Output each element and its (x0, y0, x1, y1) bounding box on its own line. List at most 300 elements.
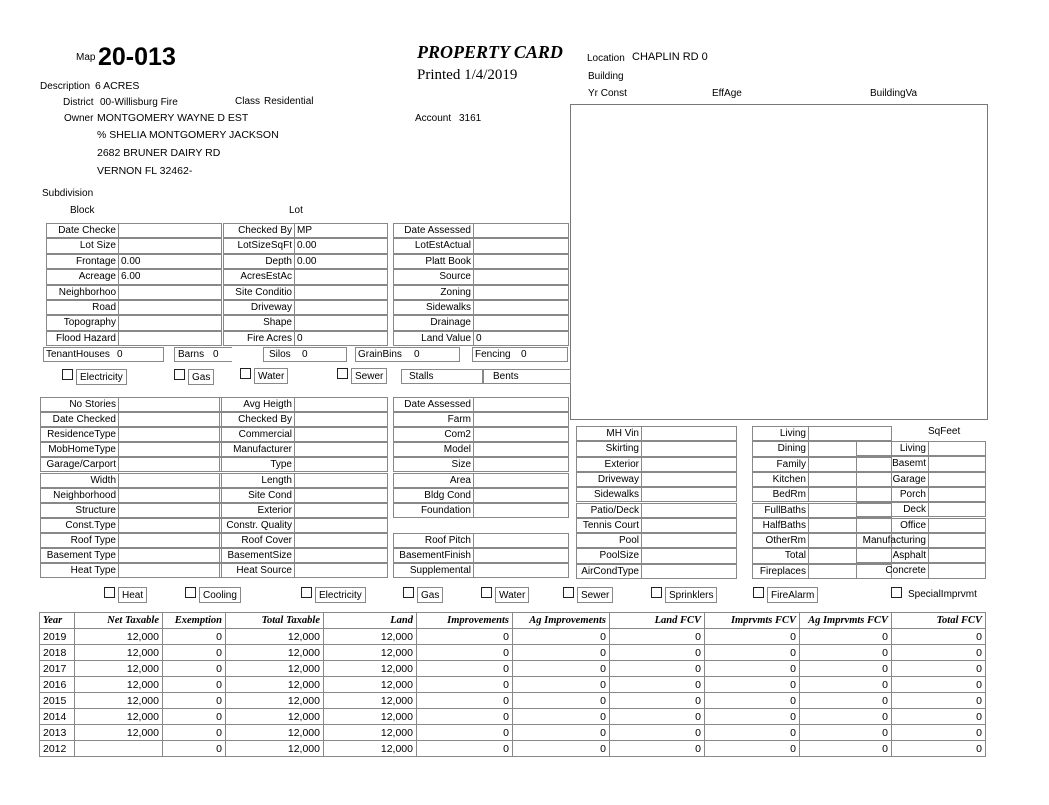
table-cell: 12,000 (324, 725, 417, 741)
bld-c4-value (641, 426, 737, 441)
land-c2-value (294, 285, 388, 300)
table-cell: 0 (417, 725, 513, 741)
table-cell: 0 (610, 693, 705, 709)
value-history-table (39, 612, 986, 757)
bld-c6-field[interactable] (856, 487, 986, 502)
bld-c1-field[interactable] (40, 548, 222, 563)
table-cell: 2016 (40, 677, 75, 693)
bld-c1-field[interactable] (40, 412, 222, 427)
stalls-field[interactable]: Stalls (401, 369, 483, 384)
land-c3-label: Sidewalks (393, 300, 473, 315)
land-c2-label: Site Conditio (223, 285, 294, 300)
land-c3-field[interactable] (393, 223, 569, 238)
bld-c5-label: OtherRm (752, 533, 808, 548)
bld-c1-label: Date Checked (40, 412, 118, 427)
bld-c3-field[interactable] (393, 442, 569, 457)
bld-c5-label: HalfBaths (752, 518, 808, 533)
table-cell: 0 (892, 709, 986, 725)
table-cell: 0 (892, 693, 986, 709)
bld-c2-label: Roof Cover (219, 533, 294, 548)
col-header: Land (324, 613, 417, 629)
table-cell: 0 (417, 645, 513, 661)
land-c2-label: LotSizeSqFt (223, 238, 294, 253)
bld-c2-value (294, 533, 388, 548)
bld-c3-label: Area (393, 473, 473, 488)
land-c1-field[interactable] (46, 238, 222, 253)
bld-c2-field[interactable] (219, 427, 388, 442)
bld-c5-label: Family (752, 457, 808, 472)
bld-c1-value (118, 533, 222, 548)
bld-c3-value (473, 533, 569, 548)
bld-c1-value (118, 412, 222, 427)
bld-c4-value (641, 487, 737, 502)
bld-c2-label: Exterior (219, 503, 294, 518)
gas-checkbox[interactable] (174, 369, 185, 380)
bld-c6-field[interactable] (856, 548, 986, 563)
sprinklers-check-label: Sprinklers (665, 587, 717, 603)
table-cell: 0 (705, 677, 800, 693)
land-c1-label: Date Checke (46, 223, 118, 238)
land-c3-field[interactable] (393, 315, 569, 330)
bld-c4-field[interactable] (576, 441, 737, 456)
land-c3-field[interactable] (393, 254, 569, 269)
bld-c6-field[interactable] (856, 456, 986, 471)
bld-c3-label: Bldg Cond (393, 488, 473, 503)
bld-c6-label: Garage (856, 472, 928, 487)
bld-c5-label: Fireplaces (752, 564, 808, 579)
effage-label: EffAge (712, 88, 742, 99)
land-c3-field[interactable] (393, 269, 569, 284)
land-c3-label: Source (393, 269, 473, 284)
bld-c1-field[interactable] (40, 473, 222, 488)
land-c1-value: 6.00 (118, 269, 222, 284)
table-cell: 0 (800, 661, 892, 677)
bld-c2-field[interactable] (219, 412, 388, 427)
bld-c1-value (118, 563, 222, 578)
table-cell: 0 (417, 709, 513, 725)
bld-c2-field[interactable] (219, 518, 388, 533)
table-row (40, 661, 986, 677)
table-cell: 0 (163, 645, 226, 661)
gas-check-label: Gas (417, 587, 443, 603)
bld-c6-label: Office (856, 518, 928, 533)
bld-c4-field[interactable] (576, 457, 737, 472)
bld-c1-label: No Stories (40, 397, 118, 412)
land-c1-field[interactable] (46, 315, 222, 330)
table-cell: 0 (417, 661, 513, 677)
heat-checkbox[interactable] (104, 587, 115, 598)
electricity-check-label: Electricity (315, 587, 366, 603)
table-cell: 0 (800, 709, 892, 725)
bld-c4-value (641, 457, 737, 472)
table-cell: 0 (163, 677, 226, 693)
land-c3-field[interactable] (393, 285, 569, 300)
land-c1-field[interactable] (46, 269, 222, 284)
bld-c1-label: Garage/Carport (40, 457, 118, 472)
land-c2-label: Driveway (223, 300, 294, 315)
land-c2-value: 0.00 (294, 238, 388, 253)
land-c2-value: MP (294, 223, 388, 238)
table-row (40, 741, 986, 757)
bld-c4-value (641, 441, 737, 456)
bld-c4-field[interactable] (576, 503, 737, 518)
gas-check-label: Gas (188, 369, 214, 385)
land-c3-label: Date Assessed (393, 223, 473, 238)
land-c1-field[interactable] (46, 254, 222, 269)
table-cell: 0 (610, 741, 705, 757)
bld-c2-value (294, 518, 388, 533)
table-cell: 0 (705, 725, 800, 741)
land-c2-value (294, 315, 388, 330)
bld-c6-label: Living (856, 441, 928, 456)
col-header: Land FCV (610, 613, 705, 629)
table-cell: 2018 (40, 645, 75, 661)
table-cell: 0 (163, 661, 226, 677)
district-value: 00-Willisburg Fire (100, 97, 178, 108)
land-c3-value (473, 238, 569, 253)
table-cell: 12,000 (75, 661, 163, 677)
bld-c1-field[interactable] (40, 518, 222, 533)
bld-c2-field[interactable] (219, 503, 388, 518)
bld-c1-value (118, 503, 222, 518)
buildingva-label: BuildingVa (870, 88, 918, 99)
bld-c5-field[interactable] (752, 426, 892, 441)
gas-checkbox[interactable] (403, 587, 414, 598)
land-c1-field[interactable] (46, 223, 222, 238)
silos-field[interactable]: Silos 0 (263, 347, 347, 362)
bld-c1-field[interactable] (40, 442, 222, 457)
col-header: Net Taxable (75, 613, 163, 629)
bld-c4-label: Tennis Court (576, 518, 641, 533)
table-cell: 0 (892, 629, 986, 645)
bld-c6-field[interactable] (856, 502, 986, 517)
specialimprvmt-check-label: SpecialImprvmt (908, 589, 977, 600)
bld-c2-field[interactable] (219, 563, 388, 578)
bld-c1-label: Roof Type (40, 533, 118, 548)
table-cell: 0 (163, 741, 226, 757)
bld-c4-value (641, 518, 737, 533)
bld-c4-label: PoolSize (576, 548, 641, 563)
bld-c6-value (928, 563, 986, 578)
land-c2-value (294, 269, 388, 284)
bld-c2-field[interactable] (219, 442, 388, 457)
bld-c1-value (118, 397, 222, 412)
bld-c3-label: Com2 (393, 427, 473, 442)
bld-c1-value (118, 427, 222, 442)
bld-c1-field[interactable] (40, 503, 222, 518)
bld-c2-value (294, 412, 388, 427)
specialimprvmt-checkbox[interactable] (891, 587, 902, 598)
bld-c5-label: Living (752, 426, 808, 441)
land-c3-label: Land Value (393, 331, 473, 346)
location-label: Location (587, 53, 625, 64)
fencing-field[interactable]: Fencing 0 (472, 347, 568, 362)
bld-c1-field[interactable] (40, 427, 222, 442)
land-c3-value: 0 (473, 331, 569, 346)
class-label: Class (235, 96, 261, 107)
land-c2-field[interactable] (223, 238, 388, 253)
cooling-checkbox[interactable] (185, 587, 196, 598)
bents-field[interactable]: Bents (483, 369, 571, 384)
table-cell: 0 (163, 693, 226, 709)
land-c3-field[interactable] (393, 300, 569, 315)
bld-c1-label: Neighborhood (40, 488, 118, 503)
building-label: Building (588, 71, 624, 82)
bld-c3-value (473, 457, 569, 472)
table-cell: 12,000 (324, 661, 417, 677)
land-c1-label: Lot Size (46, 238, 118, 253)
table-cell: 0 (417, 693, 513, 709)
table-cell: 0 (163, 709, 226, 725)
sprinklers-checkbox[interactable] (651, 587, 662, 598)
land-c1-field[interactable] (46, 331, 222, 346)
bld-c3-label: Date Assessed (393, 397, 473, 412)
table-cell: 0 (705, 645, 800, 661)
land-c2-field[interactable] (223, 331, 388, 346)
class-value: Residential (264, 96, 314, 107)
address-line3: VERNON FL 32462- (97, 165, 193, 177)
bld-c4-field[interactable] (576, 518, 737, 533)
bld-c1-field[interactable] (40, 563, 222, 578)
bld-c3-field[interactable] (393, 488, 569, 503)
bld-c5-label: Kitchen (752, 472, 808, 487)
table-cell: 2014 (40, 709, 75, 725)
bld-c5-label: Dining (752, 441, 808, 456)
land-c3-value (473, 269, 569, 284)
water-checkbox[interactable] (240, 368, 251, 379)
land-c1-label: Flood Hazard (46, 331, 118, 346)
land-c3-value (473, 315, 569, 330)
table-cell: 12,000 (226, 645, 324, 661)
bld-c2-field[interactable] (219, 473, 388, 488)
land-c3-label: Platt Book (393, 254, 473, 269)
water-check-label: Water (495, 587, 529, 603)
bld-c6-field[interactable] (856, 472, 986, 487)
col-header: Year (40, 613, 75, 629)
electricity-checkbox[interactable] (62, 369, 73, 380)
bld-c1-field[interactable] (40, 397, 222, 412)
bld-c3-field[interactable] (393, 473, 569, 488)
table-cell: 0 (610, 725, 705, 741)
bld-c4-value (641, 548, 737, 563)
firealarm-checkbox[interactable] (753, 587, 764, 598)
bld-c6-field[interactable] (856, 533, 986, 548)
bld-c1-field[interactable] (40, 457, 222, 472)
land-c2-label: Shape (223, 315, 294, 330)
table-cell: 0 (892, 645, 986, 661)
land-c1-field[interactable] (46, 300, 222, 315)
bld-c3-value (473, 563, 569, 578)
bld-c4-value (641, 503, 737, 518)
bld-c3-value (473, 412, 569, 427)
bld-c3-field[interactable] (393, 457, 569, 472)
water-checkbox[interactable] (481, 587, 492, 598)
bld-c4-field[interactable] (576, 564, 737, 579)
land-c3-field[interactable] (393, 238, 569, 253)
land-c2-field[interactable] (223, 223, 388, 238)
electricity-checkbox[interactable] (301, 587, 312, 598)
yr-const-label: Yr Const (588, 88, 627, 99)
table-cell: 12,000 (324, 693, 417, 709)
bld-c6-field[interactable] (856, 441, 986, 456)
bld-c6-value (928, 518, 986, 533)
bld-c1-field[interactable] (40, 488, 222, 503)
table-cell: 0 (705, 693, 800, 709)
bld-c2-field[interactable] (219, 457, 388, 472)
bld-c2-label: Manufacturer (219, 442, 294, 457)
sewer-checkbox[interactable] (337, 368, 348, 379)
map-label: Map (76, 52, 96, 63)
table-cell: 12,000 (226, 677, 324, 693)
table-cell: 12,000 (226, 629, 324, 645)
table-cell: 0 (513, 677, 610, 693)
bld-c2-value (294, 488, 388, 503)
district-label: District (63, 97, 94, 108)
bld-c2-field[interactable] (219, 548, 388, 563)
table-cell: 0 (705, 741, 800, 757)
table-row (40, 645, 986, 661)
bld-c2-label: Constr. Quality (219, 518, 294, 533)
land-c2-field[interactable] (223, 269, 388, 284)
land-c2-label: Fire Acres (223, 331, 294, 346)
land-c1-value (118, 331, 222, 346)
location-value: CHAPLIN RD 0 (632, 51, 708, 63)
bld-c1-label: MobHomeType (40, 442, 118, 457)
bld-c4-field[interactable] (576, 487, 737, 502)
description-value: 6 ACRES (95, 80, 140, 92)
bld-c3-field[interactable] (393, 563, 569, 578)
bld-c3-field[interactable] (393, 412, 569, 427)
bld-c2-label: Avg Heigth (219, 397, 294, 412)
bld-c2-value (294, 457, 388, 472)
firealarm-check-label: FireAlarm (767, 587, 818, 603)
bld-c3-label: Model (393, 442, 473, 457)
bld-c2-value (294, 563, 388, 578)
bld-c3-field[interactable] (393, 548, 569, 563)
bld-c6-label: Deck (856, 502, 928, 517)
heat-check-label: Heat (118, 587, 147, 603)
bld-c2-label: Heat Source (219, 563, 294, 578)
bld-c2-value (294, 442, 388, 457)
bld-c4-label: AirCondType (576, 564, 641, 579)
electricity-check-label: Electricity (76, 369, 127, 385)
land-c1-field[interactable] (46, 285, 222, 300)
bld-c1-field[interactable] (40, 533, 222, 548)
table-cell: 12,000 (226, 693, 324, 709)
table-cell: 0 (513, 741, 610, 757)
table-cell: 2019 (40, 629, 75, 645)
block-label: Block (70, 205, 95, 216)
bld-c4-value (641, 564, 737, 579)
table-cell: 12,000 (226, 725, 324, 741)
bld-c6-value (928, 487, 986, 502)
sketch-area (570, 104, 988, 420)
bld-c2-value (294, 548, 388, 563)
sewer-checkbox[interactable] (563, 587, 574, 598)
land-c2-field[interactable] (223, 254, 388, 269)
bld-c2-value (294, 427, 388, 442)
bld-c4-field[interactable] (576, 533, 737, 548)
bld-c1-value (118, 473, 222, 488)
bld-c3-field[interactable] (393, 427, 569, 442)
bld-c2-field[interactable] (219, 488, 388, 503)
water-check-label: Water (254, 368, 288, 384)
col-header: Total Taxable (226, 613, 324, 629)
account-label: Account (415, 113, 452, 124)
land-c1-label: Road (46, 300, 118, 315)
bld-c6-value (928, 533, 986, 548)
account-value: 3161 (459, 113, 482, 124)
bld-c1-label: Basement Type (40, 548, 118, 563)
col-header: Imprvmts FCV (705, 613, 800, 629)
table-row (40, 709, 986, 725)
lot-label: Lot (289, 205, 303, 216)
table-cell: 2013 (40, 725, 75, 741)
table-cell: 0 (800, 725, 892, 741)
bld-c6-value (928, 472, 986, 487)
bld-c3-field[interactable] (393, 503, 569, 518)
land-c1-value (118, 285, 222, 300)
table-cell: 2012 (40, 741, 75, 757)
bld-c4-field[interactable] (576, 548, 737, 563)
table-cell: 0 (513, 709, 610, 725)
land-c1-value (118, 223, 222, 238)
land-c3-label: Drainage (393, 315, 473, 330)
tenant-houses-field[interactable]: TenantHouses 0 (43, 347, 164, 362)
land-c2-field[interactable] (223, 285, 388, 300)
land-c2-field[interactable] (223, 315, 388, 330)
bld-c4-label: Exterior (576, 457, 641, 472)
table-cell: 0 (705, 709, 800, 725)
table-cell: 12,000 (324, 645, 417, 661)
bld-c2-value (294, 473, 388, 488)
land-c2-field[interactable] (223, 300, 388, 315)
bld-c6-value (928, 502, 986, 517)
col-header: Ag Improvements (513, 613, 610, 629)
land-c1-value (118, 300, 222, 315)
bld-c3-value (473, 503, 569, 518)
bld-c3-field[interactable] (393, 397, 569, 412)
bld-c3-field[interactable] (393, 533, 569, 548)
bld-c6-field[interactable] (856, 563, 986, 578)
table-cell: 0 (610, 677, 705, 693)
table-cell: 12,000 (324, 629, 417, 645)
table-cell: 12,000 (75, 693, 163, 709)
table-cell: 0 (513, 693, 610, 709)
bld-c2-field[interactable] (219, 397, 388, 412)
table-cell: 0 (800, 629, 892, 645)
bld-c6-field[interactable] (856, 518, 986, 533)
bld-c5-label: BedRm (752, 487, 808, 502)
grainbins-field[interactable]: GrainBins 0 (355, 347, 460, 362)
bld-c6-label: Concrete (856, 563, 928, 578)
land-c2-label: Depth (223, 254, 294, 269)
bld-c1-value (118, 488, 222, 503)
bld-c4-label: Pool (576, 533, 641, 548)
barns-field[interactable]: Barns 0 (174, 347, 232, 362)
bld-c2-field[interactable] (219, 533, 388, 548)
subdivision-label: Subdivision (42, 188, 94, 199)
land-c1-value (118, 238, 222, 253)
land-c3-field[interactable] (393, 331, 569, 346)
sqfeet-label: SqFeet (928, 426, 961, 437)
bld-c1-label: ResidenceType (40, 427, 118, 442)
land-c1-label: Acreage (46, 269, 118, 284)
bld-c4-field[interactable] (576, 472, 737, 487)
bld-c4-value (641, 533, 737, 548)
table-cell: 0 (417, 677, 513, 693)
bld-c4-field[interactable] (576, 426, 737, 441)
